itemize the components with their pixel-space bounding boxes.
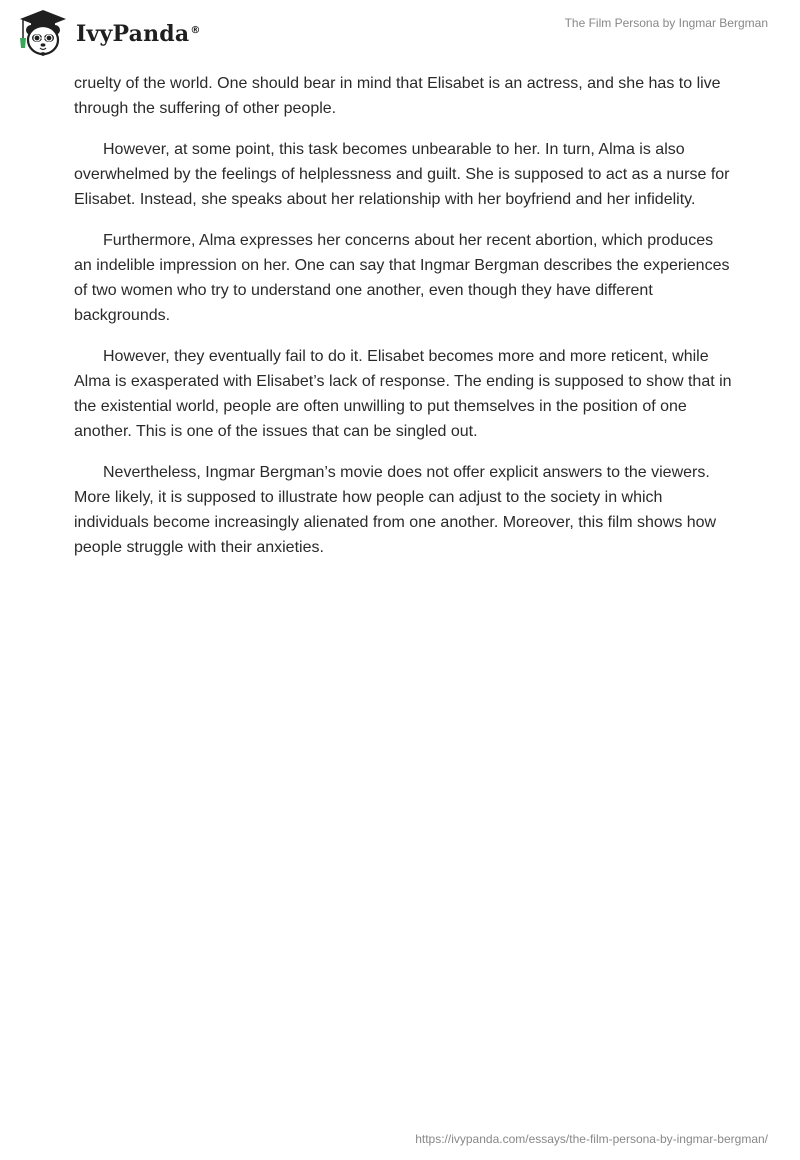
panda-logo-icon <box>14 8 72 58</box>
document-title: The Film Persona by Ingmar Bergman <box>564 16 768 30</box>
ivypanda-logo[interactable] <box>14 8 201 58</box>
paragraph: Nevertheless, Ingmar Bergman’s movie does not offer explicit answers to the viewers. More likely, it is supposed to illustrate how people can adjust to the society in which individuals become increasingly alienated from one another. Moreover, this film shows how people struggle with their anxieties. <box>74 464 717 556</box>
brand-name: IvyPanda® <box>76 21 201 47</box>
essay-body <box>74 71 734 576</box>
paragraph: Furthermore, Alma expresses her concerns about her recent abortion, which produces an indelible impression on her. One can say that Ingmar Bergman describes the experiences of two women who try to understand one another, even though they have different backgrounds. <box>74 232 730 324</box>
registered-mark: ® <box>190 24 201 36</box>
paragraph: However, at some point, this task becomes unbearable to her. In turn, Alma is also overwhelmed by the feelings of helplessness and guilt. She is supposed to act as a nurse for Elisabet. Instead, she speaks about her relationship with her boyfriend and her infidelity. <box>74 141 730 208</box>
page-header <box>0 0 800 70</box>
paragraph-continuation: cruelty of the world. One should bear in mind that Elisabet is an actress, and she has to live through the suffering of other people. <box>74 75 721 117</box>
paragraph: However, they eventually fail to do it. Elisabet becomes more and more reticent, while Alma is exasperated with Elisabet’s lack of response. The ending is supposed to show that in the existential world, people are often unwilling to put themselves in the position of one another. This is one of the issues that can be singled out. <box>74 348 732 440</box>
source-url-link[interactable]: https://ivypanda.com/essays/the-film-persona-by-ingmar-bergman/ <box>415 1132 768 1146</box>
